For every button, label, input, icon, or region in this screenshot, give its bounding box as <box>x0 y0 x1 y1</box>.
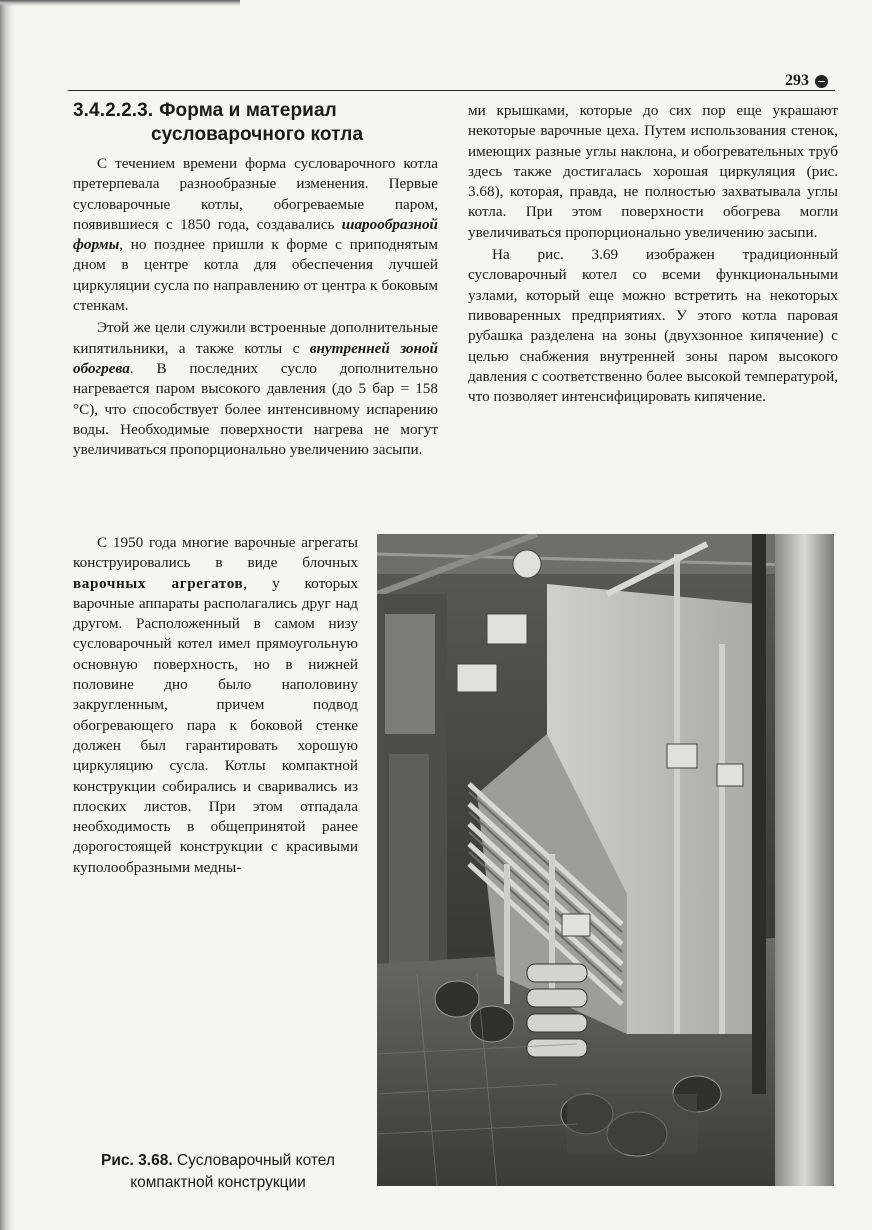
page-marker-icon <box>815 75 828 88</box>
text-run: . В последних сусло дополнительно нагревается паром высокого давления (до 5 бар = 158 °С), что способствует более интенсивному испарению воды. Необходимые поверхности нагрева не могут увеличиваться пропорционально увеличению засыпи. <box>73 359 438 459</box>
right-column <box>468 101 838 407</box>
left-column-top <box>73 154 438 460</box>
paragraph <box>73 154 438 316</box>
paragraph: На рис. 3.69 изображен традиционный сусловарочный котел со всеми функциональными узлами, который еще можно встретить на некоторых пивоваренных предприятиях. У этого котла паровая рубашка разделена на зоны (двухзонное кипячение) с целью снабжения внутренней зоны паром высокого давления с соответственно более высокой температурой, что позволяет интенсифицировать кипячение. <box>468 246 838 406</box>
left-column-narrow <box>73 533 358 878</box>
page-number <box>785 72 828 90</box>
page-binding-shadow <box>0 0 14 1230</box>
emphasis-term: внутренней зоной обогрева <box>73 339 438 377</box>
section-title-line1: Форма и материал <box>159 100 337 121</box>
text-run: , но позднее пришли к форме с приподнятым дном в центре котла для обеспечения лучшей циркуляции сусла по направлению от центра к боковым стенкам. <box>73 236 438 315</box>
figure-label: Рис. 3.68. <box>101 1152 173 1169</box>
figure-caption <box>78 1150 358 1194</box>
brew-kettle-photo <box>377 534 834 1186</box>
text-run: С 1950 года многие варочные агрегаты конструировались в виде блочных <box>73 534 358 572</box>
emphasis-term: варочных агрегатов <box>73 574 244 592</box>
text-run: С течением времени форма сусловарочного котла претерпевала разнообразные изменения. Первые сусловарочные котлы, обогреваемые паром, появившиеся с 1850 года, создавались <box>73 155 438 233</box>
emphasis-term: шарообразной формы <box>73 215 438 254</box>
header-rule <box>68 90 835 91</box>
text-run: , у которых варочные аппараты располагались друг над другом. Расположенный в самом низу сусловарочный котел имел прямоугольную основную поверхность, но в нижней половине дно было наполовину закругленным, причем подвод обогревающего пара к боковой стенке должен был гарантировать хорошую циркуляцию сусла. Котлы компактной конструкции собирались и сваривались из плоских листов. При этом отпадала необходимость в общепринятой ранее дорогостоящей конструкции с красивыми куполообразными медны- <box>73 574 358 876</box>
paragraph: ми крышками, которые до сих пор еще украшают некоторые варочные цеха. Путем использования стенок, имеющих разные углы наклона, и обогревательных труб здесь также достигалась хорошая циркуляция (рис. 3.68), которая, правда, не полностью захватывала углы котла. При этом поверхности обогрева могли увеличиваться пропорционально увеличению засыпи. <box>468 102 838 241</box>
section-number: 3.4.2.2.3. <box>73 100 154 121</box>
page-number-text: 293 <box>785 72 809 89</box>
paragraph <box>73 318 438 460</box>
paragraph <box>73 533 358 878</box>
photo-illustration <box>377 534 834 1186</box>
figure-caption-text: Сусловарочный котел компактной конструкции <box>130 1152 335 1191</box>
section-heading <box>73 99 373 147</box>
text-run: Этой же цели служили встроенные дополнительные кипятильники, а также котлы с <box>73 319 438 357</box>
page-top-edge <box>0 0 240 6</box>
section-title-line2: сусловарочного котла <box>151 124 364 145</box>
